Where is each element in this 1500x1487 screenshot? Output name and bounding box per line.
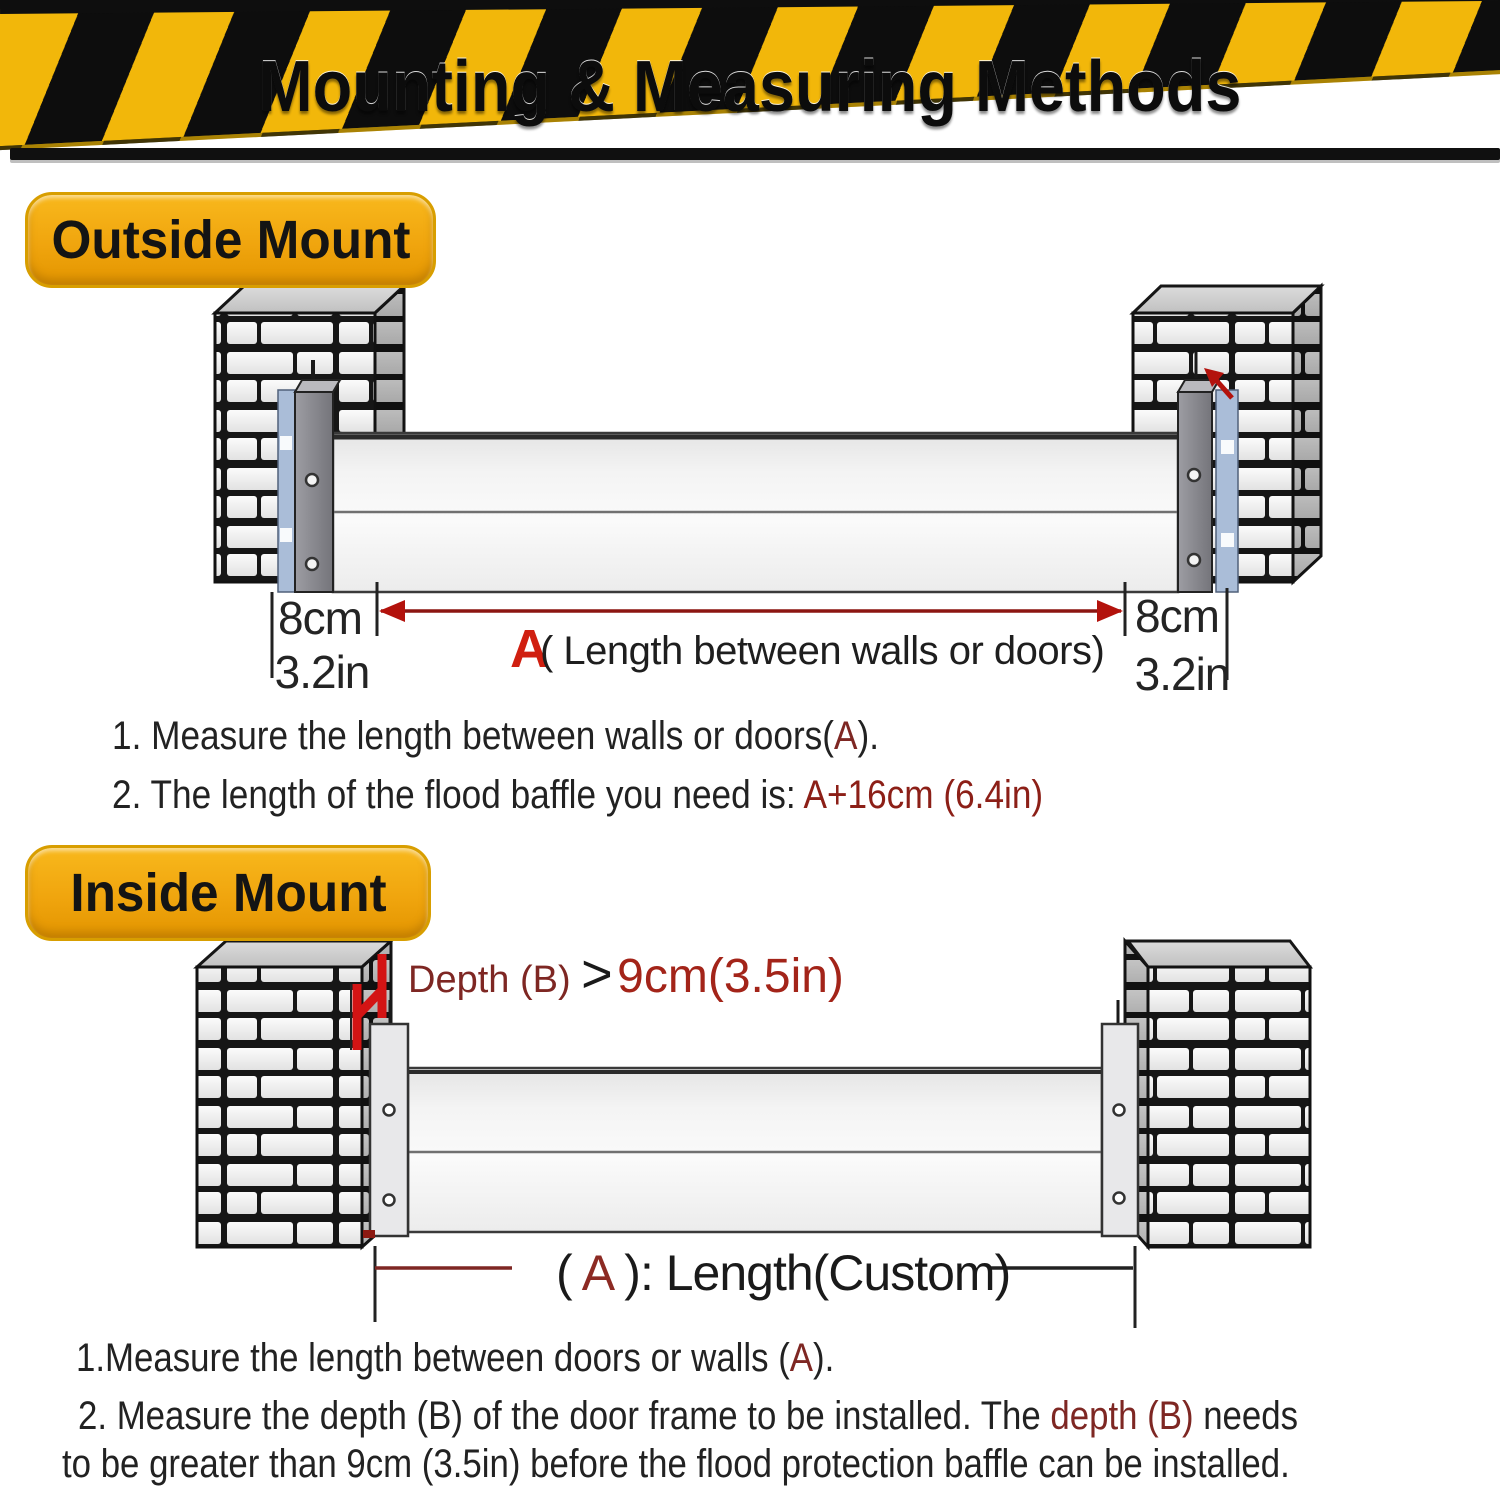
inside-mount-steps <box>62 1336 1500 1487</box>
outside-left-mounting-assembly <box>278 360 340 592</box>
step-highlight: depth (B) <box>1050 1394 1194 1438</box>
greater-than-sign: > <box>581 944 613 1004</box>
outside-mount-diagram <box>215 286 1321 700</box>
left-offset-cm: 8cm <box>278 592 362 644</box>
screw-icon <box>306 474 318 486</box>
screw-icon <box>384 1195 395 1206</box>
inside-step-2: 2. Measure the depth (B) of the door frame to be installed. The depth (B) needs <box>78 1394 1299 1438</box>
inside-mount-badge <box>25 845 431 941</box>
left-offset-in: 3.2in <box>274 646 370 698</box>
arrow-head-right-icon <box>1097 600 1123 622</box>
inside-flood-barrier <box>408 1068 1102 1232</box>
depth-label <box>408 944 844 1004</box>
step-highlight: A+16cm (6.4in) <box>803 773 1044 817</box>
inside-left-pillar <box>197 941 391 1247</box>
inside-right-pillar <box>1125 941 1310 1247</box>
pillar-top-face <box>1133 286 1321 313</box>
pillar-front-face <box>197 967 362 1247</box>
inside-step-2-continued: to be greater than 9cm (3.5in) before the flood protection baffle can be installed. <box>62 1442 1290 1486</box>
pillar-top-face <box>1128 941 1310 967</box>
outside-mount-steps <box>112 714 1472 832</box>
length-label: ( A ): Length(Custom) <box>556 1245 1011 1301</box>
inside-mount-badge-label: Inside Mount <box>69 863 387 923</box>
screw-icon <box>1114 1105 1125 1116</box>
inside-mount-diagram <box>197 941 1310 1328</box>
step-highlight: A <box>789 1336 814 1380</box>
arrow-head-left-icon <box>379 600 405 622</box>
right-offset-cm: 8cm <box>1135 590 1219 642</box>
screw-icon <box>1188 469 1200 481</box>
outside-step-2: 2. The length of the flood baffle you need is: A+16cm (6.4in) <box>112 773 1044 817</box>
span-label-a: A <box>510 619 549 679</box>
inside-step-1: 1.Measure the length between doors or walls (A). <box>76 1336 835 1380</box>
outside-step-1: 1. Measure the length between walls or doors(A). <box>112 714 879 758</box>
screw-icon <box>306 558 318 570</box>
span-label: ( Length between walls or doors) <box>540 629 1105 673</box>
rubber-gasket <box>278 390 295 592</box>
depth-value: 9cm(3.5in) <box>617 950 844 1003</box>
step-highlight: A <box>833 714 858 758</box>
pillar-front-face <box>1148 967 1310 1247</box>
inside-left-bracket <box>363 1000 408 1238</box>
rubber-gasket <box>1216 390 1238 592</box>
screw-icon <box>1114 1193 1125 1204</box>
right-offset-in: 3.2in <box>1134 648 1230 700</box>
pillar-top-face <box>197 941 391 967</box>
length-label-a: A <box>581 1245 612 1301</box>
outside-dimension <box>272 582 1229 700</box>
outside-mount-badge <box>25 192 436 288</box>
outside-flood-barrier <box>333 433 1178 592</box>
screw-icon <box>384 1105 395 1116</box>
page-title: Mounting & Measuring Methods <box>258 47 1242 127</box>
depth-label-text: Depth (B) <box>408 959 582 1001</box>
screw-icon <box>1188 554 1200 566</box>
pillar-top-face <box>215 286 404 313</box>
inside-dimension <box>375 1245 1135 1328</box>
flood-barrier-panel <box>408 1068 1102 1232</box>
inside-right-bracket <box>1102 1000 1138 1236</box>
outside-mount-badge-label: Outside Mount <box>50 210 411 270</box>
